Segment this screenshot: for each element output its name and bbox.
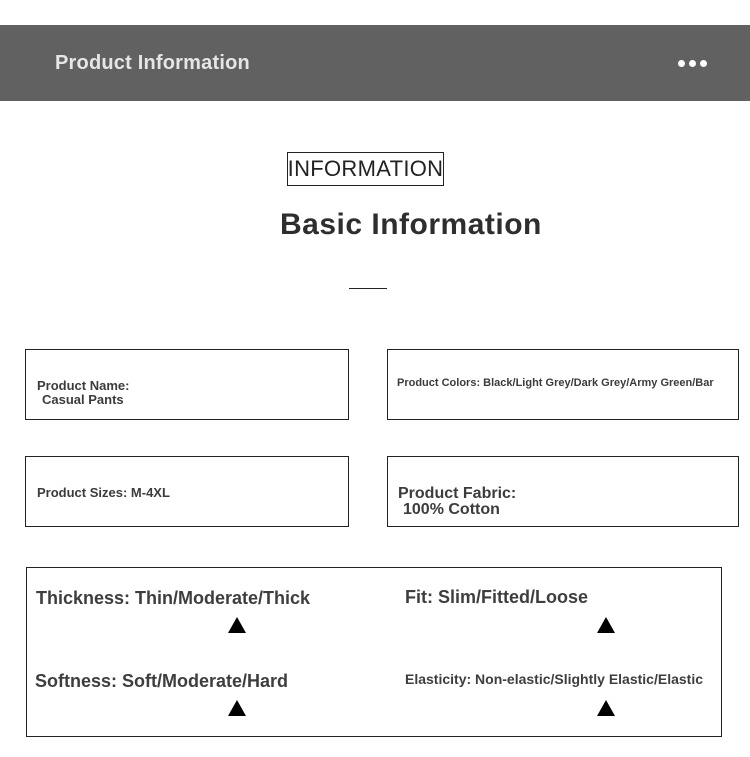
fit-label: Fit: Slim/Fitted/Loose — [405, 587, 588, 607]
more-dot — [700, 60, 707, 67]
header-bar — [0, 25, 750, 101]
elasticity-marker-icon — [597, 700, 615, 716]
elasticity-label: Elasticity: Non-elastic/Slightly Elastic/Elastic — [405, 671, 703, 687]
thickness-marker-icon — [228, 617, 246, 633]
more-dot — [689, 60, 696, 67]
section-title: Basic Information — [280, 208, 542, 241]
more-menu-button[interactable] — [670, 49, 714, 77]
thickness-label: Thickness: Thin/Moderate/Thick — [36, 588, 311, 608]
title-divider — [349, 288, 387, 289]
header-title: Product Information — [55, 52, 250, 74]
product-colors-text: Product Colors: Black/Light Grey/Dark Grey/Army Green/Bar — [397, 377, 714, 389]
softness-marker-icon — [228, 700, 246, 716]
product-name-box — [25, 349, 349, 420]
product-name-value: Casual Pants — [42, 392, 124, 407]
product-name-label: Product Name: — [37, 378, 130, 393]
information-badge: INFORMATION — [287, 152, 444, 186]
softness-label: Softness: Soft/Moderate/Hard — [35, 671, 289, 691]
product-sizes-box — [25, 456, 349, 527]
product-sizes-text: Product Sizes: M-4XL — [37, 485, 170, 500]
product-colors-box — [387, 349, 739, 420]
product-fabric-box — [387, 456, 739, 527]
fit-marker-icon — [597, 617, 615, 633]
attributes-box — [26, 567, 722, 737]
product-fabric-label: Product Fabric: — [398, 485, 517, 502]
more-dots-icon — [678, 60, 685, 67]
product-fabric-value: 100% Cotton — [403, 501, 500, 518]
